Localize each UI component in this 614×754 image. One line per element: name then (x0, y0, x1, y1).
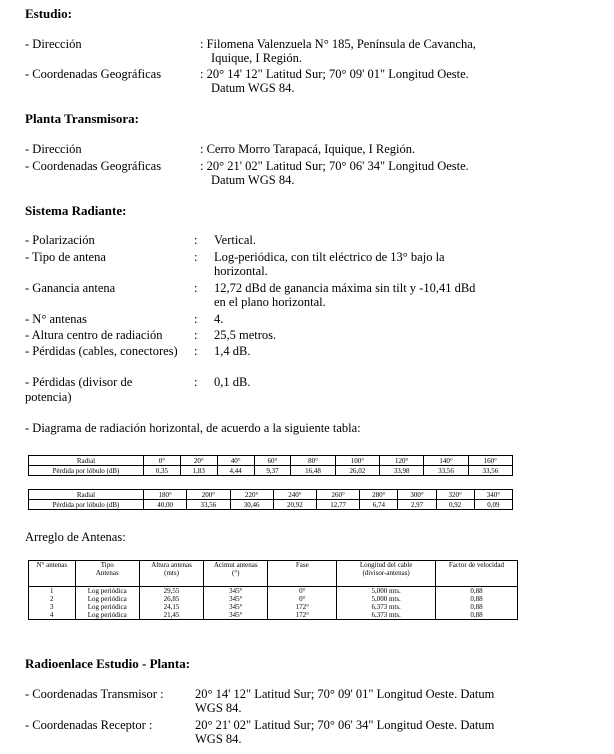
table-cell: 4,44 (217, 466, 254, 476)
table-cell: 20,92 (273, 500, 316, 510)
table-cell: 240° (273, 490, 316, 500)
sistema-row-label: - Pérdidas (cables, conectores) (25, 344, 178, 358)
table-cell: 160° (468, 456, 512, 466)
table-cell: 0,88 (435, 587, 517, 596)
table-cell-label: Radial (29, 456, 144, 466)
sistema-row-value: Log-periódica, con tilt eléctrico de 13° bajo la (214, 250, 445, 264)
sistema-row-colon: : (194, 250, 198, 264)
table-cell: 20° (180, 456, 217, 466)
divisor-label: - Pérdidas (divisor de (25, 375, 133, 389)
table-cell: 200° (187, 490, 230, 500)
table-cell: 0,35 (144, 466, 181, 476)
planta-heading: Planta Transmisora: (25, 111, 139, 126)
table-cell: 33,56 (187, 500, 230, 510)
table-cell: 1,83 (180, 466, 217, 476)
table-cell: 33,56 (468, 466, 512, 476)
table-cell: 140° (424, 456, 468, 466)
table-cell: 33,98 (380, 466, 424, 476)
table-cell-label: Pérdida por lóbulo (dB) (29, 466, 144, 476)
table-cell: 0° (268, 587, 337, 596)
sistema-row-colon: : (194, 233, 198, 247)
table-cell: 40,00 (144, 500, 187, 510)
table-row (29, 466, 513, 476)
table-cell: 60° (254, 456, 291, 466)
arreglo-heading: Arreglo de Antenas: (25, 530, 126, 544)
table-cell: 2,97 (398, 500, 436, 510)
estudio-coordenadas-value-2: Datum WGS 84. (211, 81, 295, 95)
sistema-row-colon: : (194, 328, 198, 342)
divisor-value: 0,1 dB. (214, 375, 251, 389)
table-cell-label: Radial (29, 490, 144, 500)
estudio-direccion-value-2: Iquique, I Región. (211, 51, 302, 65)
table-cell: 0,88 (435, 603, 517, 611)
planta-coordenadas-value-2: Datum WGS 84. (211, 173, 295, 187)
sistema-row-colon: : (194, 344, 198, 358)
table-cell: 0° (268, 595, 337, 603)
table-row (29, 490, 513, 500)
sistema-row-label: - Ganancia antena (25, 281, 116, 295)
table-cell: 40° (217, 456, 254, 466)
table-cell: 280° (360, 490, 398, 500)
sistema-row-value: 12,72 dBd de ganancia máxima sin tilt y -10,41 dBd (214, 281, 476, 295)
table-header-cell: Fase (268, 561, 337, 587)
table-cell: 5,000 mts. (337, 587, 436, 596)
sistema-heading: Sistema Radiante: (25, 203, 127, 218)
table-header-row (29, 561, 518, 587)
table-cell: Log periódica (75, 611, 139, 620)
sistema-row-value: 25,5 metros. (214, 328, 277, 342)
receptor-value: 20° 21' 02" Latitud Sur; 70° 06' 34" Longitud Oeste. Datum (195, 718, 495, 732)
sistema-row-value: 1,4 dB. (214, 344, 251, 358)
table-row (29, 456, 513, 466)
table-cell: 340° (474, 490, 512, 500)
table-cell: 3 (29, 603, 76, 611)
table-cell: 120° (380, 456, 424, 466)
table-cell: 1 (29, 587, 76, 596)
sistema-row-label: - Polarización (25, 233, 95, 247)
transmisor-value: 20° 14' 12" Latitud Sur; 70° 09' 01" Longitud Oeste. Datum (195, 687, 495, 701)
sistema-row-value-2: en el plano horizontal. (214, 295, 326, 309)
receptor-value-2: WGS 84. (195, 732, 242, 746)
planta-coordenadas-value: : 20° 21' 02" Latitud Sur; 70° 06' 34" Longitud Oeste. (200, 159, 469, 173)
transmisor-value-2: WGS 84. (195, 701, 242, 715)
table-header-cell: Tipo Antenas (75, 561, 139, 587)
table-cell: 345° (204, 587, 268, 596)
table-cell: 6,373 mts. (337, 611, 436, 620)
sistema-row-label: - Tipo de antena (25, 250, 106, 264)
table-cell: 9,37 (254, 466, 291, 476)
table-cell: 26,85 (139, 595, 203, 603)
table-cell: 26,02 (335, 466, 379, 476)
radiation-table-2 (28, 489, 513, 510)
transmisor-label: - Coordenadas Transmisor : (25, 687, 164, 701)
sistema-row-value-2: horizontal. (214, 264, 268, 278)
table-cell: Log periódica (75, 595, 139, 603)
table-cell-label: Pérdida por lóbulo (dB) (29, 500, 144, 510)
sistema-row-colon: : (194, 312, 198, 326)
table-cell: 29,55 (139, 587, 203, 596)
table-cell: 0,92 (436, 500, 474, 510)
planta-coordenadas-label: - Coordenadas Geográficas (25, 159, 162, 173)
table-cell: 2 (29, 595, 76, 603)
estudio-direccion-label: - Dirección (25, 37, 82, 51)
table-cell: 0° (144, 456, 181, 466)
table-header-cell: Longitud del cable (divisor-antenas) (337, 561, 436, 587)
receptor-label: - Coordenadas Receptor : (25, 718, 153, 732)
antenna-array-table (28, 560, 518, 620)
table-cell: 30,46 (230, 500, 273, 510)
diagram-text: - Diagrama de radiación horizontal, de acuerdo a la siguiente tabla: (25, 421, 361, 435)
table-cell: Log periódica (75, 587, 139, 596)
sistema-row-colon: : (194, 281, 198, 295)
estudio-coordenadas-label: - Coordenadas Geográficas (25, 67, 162, 81)
table-cell: 12,77 (317, 500, 360, 510)
table-cell: 24,15 (139, 603, 203, 611)
table-row (29, 595, 518, 603)
planta-direccion-value: : Cerro Morro Tarapacá, Iquique, I Región. (200, 142, 416, 156)
table-cell: 172° (268, 603, 337, 611)
planta-direccion-label: - Dirección (25, 142, 82, 156)
table-cell: 300° (398, 490, 436, 500)
table-cell: 172° (268, 611, 337, 620)
table-cell: 345° (204, 611, 268, 620)
table-row (29, 603, 518, 611)
table-row (29, 587, 518, 596)
table-header-cell: N° antenas (29, 561, 76, 587)
estudio-heading: Estudio: (25, 6, 72, 21)
table-cell: 33,56 (424, 466, 468, 476)
table-row (29, 611, 518, 620)
table-cell: 100° (335, 456, 379, 466)
radioenlace-heading: Radioenlace Estudio - Planta: (25, 656, 191, 671)
estudio-direccion-value: : Filomena Valenzuela N° 185, Península de Cavancha, (200, 37, 476, 51)
table-cell: 0,88 (435, 595, 517, 603)
table-cell: 21,45 (139, 611, 203, 620)
table-header-cell: Altura antenas (mts) (139, 561, 203, 587)
radiation-table-1 (28, 455, 513, 476)
table-cell: 16,48 (291, 466, 335, 476)
estudio-coordenadas-value: : 20° 14' 12" Latitud Sur; 70° 09' 01" Longitud Oeste. (200, 67, 469, 81)
table-cell: 80° (291, 456, 335, 466)
table-cell: 345° (204, 603, 268, 611)
table-cell: 6,74 (360, 500, 398, 510)
sistema-row-value: Vertical. (214, 233, 256, 247)
table-cell: 260° (317, 490, 360, 500)
table-header-cell: Acimut antenas (°) (204, 561, 268, 587)
table-cell: 6,373 mts. (337, 603, 436, 611)
table-cell: 220° (230, 490, 273, 500)
sistema-row-value: 4. (214, 312, 224, 326)
table-header-cell: Factor de velocidad (435, 561, 517, 587)
table-row (29, 500, 513, 510)
table-cell: 320° (436, 490, 474, 500)
table-cell: 345° (204, 595, 268, 603)
sistema-row-label: - N° antenas (25, 312, 87, 326)
divisor-colon: : (194, 375, 198, 389)
table-cell: Log periódica (75, 603, 139, 611)
sistema-row-label: - Altura centro de radiación (25, 328, 163, 342)
table-cell: 0,88 (435, 611, 517, 620)
table-cell: 4 (29, 611, 76, 620)
table-cell: 5,000 mts. (337, 595, 436, 603)
table-cell: 0,09 (474, 500, 512, 510)
table-cell: 180° (144, 490, 187, 500)
divisor-label-2: potencia) (25, 390, 72, 404)
